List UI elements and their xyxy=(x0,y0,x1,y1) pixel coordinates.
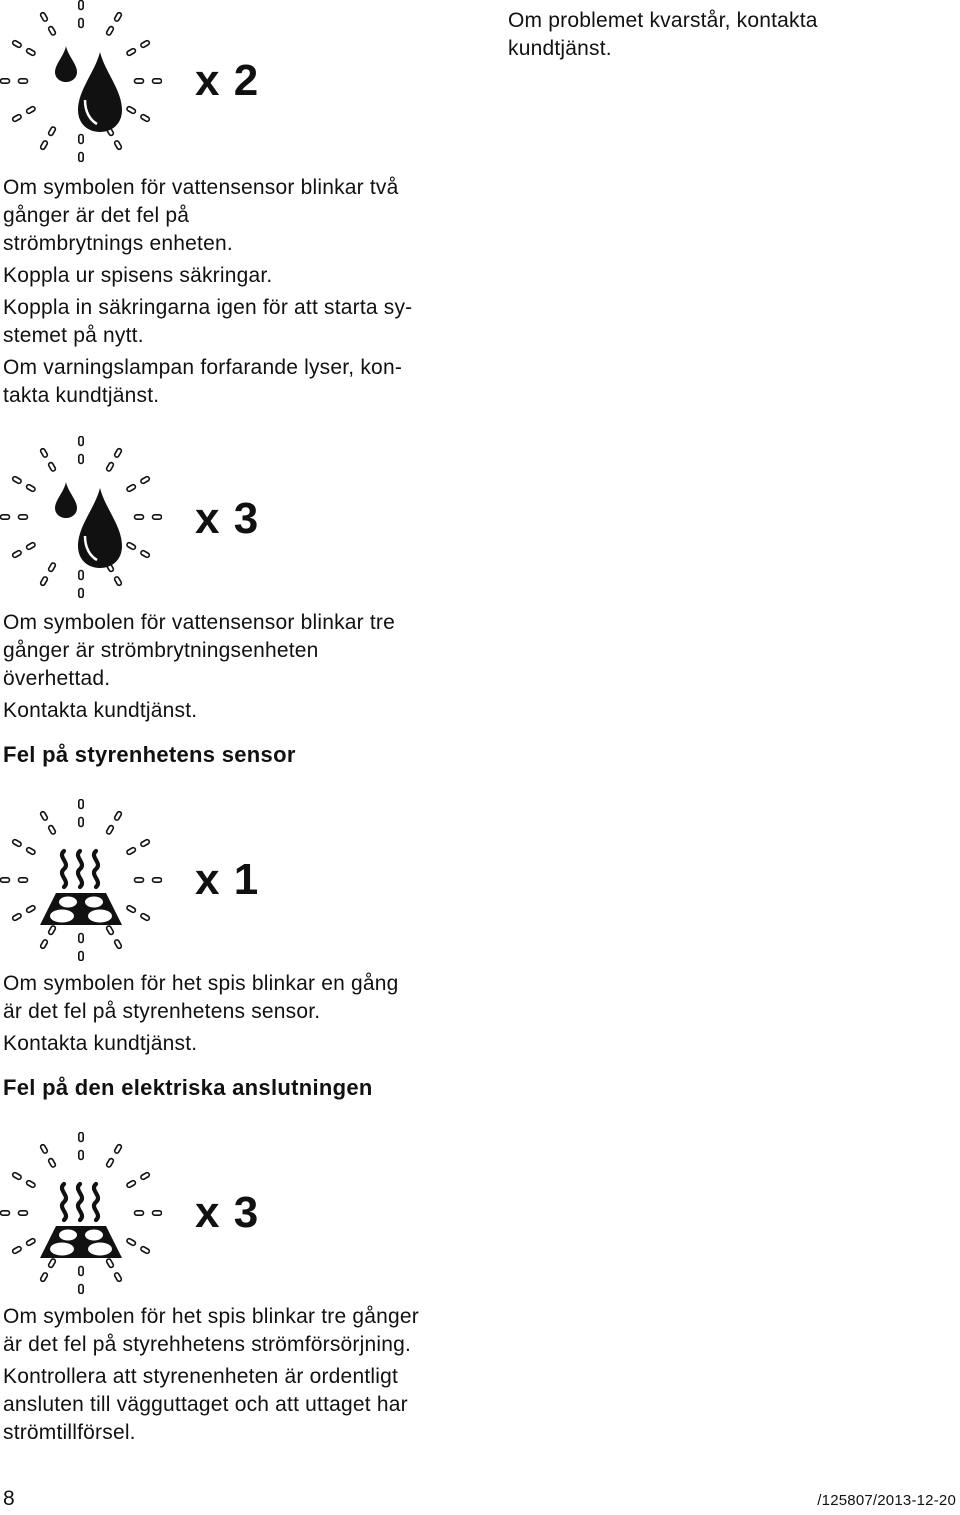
ray-dash xyxy=(12,550,22,558)
text-line: strömtillförsel. xyxy=(3,1421,136,1444)
text-line: Om symbolen för vattensensor blinkar två xyxy=(3,176,399,199)
ray-dash xyxy=(79,1267,83,1276)
text-line: Om varningslampan forfarande lyser, kon- xyxy=(3,356,403,379)
ray-dash xyxy=(126,48,136,56)
ray-dash xyxy=(1,515,10,519)
text-line: strömbrytnings enheten. xyxy=(3,232,233,255)
text-line: Kontakta kundtjänst. xyxy=(3,699,198,722)
text-line: stemet på nytt. xyxy=(3,324,144,347)
ray-dash xyxy=(12,476,22,484)
ray-dash xyxy=(114,1144,122,1154)
ray-dash xyxy=(114,811,122,821)
ray-dash xyxy=(26,1180,36,1188)
water-drop-blinking-icon xyxy=(0,436,162,598)
ray-dash xyxy=(40,448,48,458)
ray-dash xyxy=(12,1246,22,1254)
text-line: Om symbolen för vattensensor blinkar tre xyxy=(3,611,395,634)
paragraph xyxy=(3,970,473,1026)
blink-count: x 3 xyxy=(195,1188,260,1237)
ray-dash xyxy=(140,550,150,558)
paragraph xyxy=(3,294,473,350)
ray-dash xyxy=(79,1151,83,1160)
ray-dash xyxy=(140,839,150,847)
hot-hob-blinking-icon xyxy=(0,799,162,961)
document-reference: /125807/2013-12-20 xyxy=(817,1492,956,1509)
text-line: Koppla in säkringarna igen för att starta sy- xyxy=(3,296,413,319)
ray-dash xyxy=(126,484,136,492)
ray-dash xyxy=(48,26,56,36)
ray-dash xyxy=(126,1238,136,1246)
ray-dash xyxy=(114,448,122,458)
text-line: är det fel på styrenhetens sensor. xyxy=(3,1000,321,1023)
note-line: Om problemet kvarstår, kontakta xyxy=(508,9,818,32)
ray-dash xyxy=(79,934,83,943)
ray-dash xyxy=(126,106,136,114)
hob-heat-icon xyxy=(40,1184,122,1258)
ray-dash xyxy=(40,1272,48,1282)
paragraph xyxy=(3,697,473,725)
paragraph xyxy=(3,354,473,410)
section-heading: Fel på styrenhetens sensor xyxy=(3,742,296,767)
section2-text xyxy=(3,605,473,725)
note-line: kundtjänst. xyxy=(508,37,612,60)
ray-dash xyxy=(153,878,162,882)
ray-dash xyxy=(79,19,83,28)
text-line: Kontrollera att styrenenheten är ordentligt xyxy=(3,1365,398,1388)
ray-dash xyxy=(126,542,136,550)
ray-dash xyxy=(79,589,83,598)
ray-dash xyxy=(1,878,10,882)
section3-text xyxy=(3,966,473,1058)
ray-dash xyxy=(12,913,22,921)
paragraph xyxy=(3,1303,473,1359)
paragraph xyxy=(3,174,473,258)
text-line: takta kundtjänst. xyxy=(3,384,160,407)
ray-dash xyxy=(26,48,36,56)
ray-dash xyxy=(153,79,162,83)
ray-dash xyxy=(79,455,83,464)
page-number: 8 xyxy=(3,1487,15,1510)
ray-dash xyxy=(79,800,83,809)
ray-dash xyxy=(114,12,122,22)
ray-dash xyxy=(153,515,162,519)
ray-dash xyxy=(1,1211,10,1215)
ray-dash xyxy=(48,562,56,572)
ray-dash xyxy=(48,825,56,835)
ray-dash xyxy=(135,1211,144,1215)
text-line: ansluten till vägguttaget och att uttaget har xyxy=(3,1393,408,1416)
ray-dash xyxy=(26,1238,36,1246)
blink-rays xyxy=(1,1,162,162)
paragraph xyxy=(3,1030,473,1058)
paragraph xyxy=(3,1363,473,1447)
ray-dash xyxy=(48,1258,56,1268)
paragraph xyxy=(3,262,473,290)
blink-rays xyxy=(1,437,162,598)
ray-dash xyxy=(26,106,36,114)
ray-dash xyxy=(114,939,122,949)
water-drop-blinking-icon xyxy=(0,0,162,162)
ray-dash xyxy=(153,1211,162,1215)
ray-dash xyxy=(12,1172,22,1180)
text-line: gånger är strömbrytningsenheten xyxy=(3,639,319,662)
top-right-note xyxy=(508,7,948,63)
section4-text xyxy=(3,1299,473,1447)
ray-dash xyxy=(106,825,114,835)
ray-dash xyxy=(126,1180,136,1188)
ray-dash xyxy=(48,462,56,472)
section-heading: Fel på den elektriska anslutningen xyxy=(3,1075,373,1100)
ray-dash xyxy=(40,140,48,150)
blink-count: x 3 xyxy=(195,494,260,543)
ray-dash xyxy=(40,576,48,586)
ray-dash xyxy=(106,1258,114,1268)
ray-dash xyxy=(140,1246,150,1254)
ray-dash xyxy=(106,462,114,472)
ray-dash xyxy=(40,939,48,949)
ray-dash xyxy=(140,476,150,484)
ray-dash xyxy=(26,542,36,550)
hot-hob-blinking-icon xyxy=(0,1132,162,1294)
ray-dash xyxy=(126,905,136,913)
ray-dash xyxy=(1,79,10,83)
ray-dash xyxy=(19,515,28,519)
ray-dash xyxy=(126,847,136,855)
ray-dash xyxy=(135,79,144,83)
text-line: Om symbolen för het spis blinkar tre gånger xyxy=(3,1305,419,1328)
ray-dash xyxy=(26,847,36,855)
ray-dash xyxy=(135,878,144,882)
ray-dash xyxy=(79,153,83,162)
ray-dash xyxy=(135,515,144,519)
water-drop-icon xyxy=(55,46,122,132)
water-drop-icon xyxy=(55,482,122,568)
ray-dash xyxy=(106,26,114,36)
ray-dash xyxy=(140,913,150,921)
text-line: Koppla ur spisens säkringar. xyxy=(3,264,273,287)
ray-dash xyxy=(48,1158,56,1168)
ray-dash xyxy=(48,126,56,136)
ray-dash xyxy=(79,1,83,10)
ray-dash xyxy=(114,1272,122,1282)
text-line: är det fel på styrehhetens strömförsörjning. xyxy=(3,1333,411,1356)
ray-dash xyxy=(19,79,28,83)
text-line: gånger är det fel på xyxy=(3,204,190,227)
ray-dash xyxy=(26,905,36,913)
ray-dash xyxy=(48,925,56,935)
ray-dash xyxy=(114,140,122,150)
ray-dash xyxy=(140,1172,150,1180)
ray-dash xyxy=(19,878,28,882)
ray-dash xyxy=(79,952,83,961)
ray-dash xyxy=(40,1144,48,1154)
ray-dash xyxy=(40,811,48,821)
ray-dash xyxy=(40,12,48,22)
ray-dash xyxy=(79,1133,83,1142)
ray-dash xyxy=(12,839,22,847)
section1-text xyxy=(3,170,473,410)
hob-heat-icon xyxy=(40,851,122,925)
paragraph xyxy=(3,609,473,693)
ray-dash xyxy=(79,437,83,446)
text-line: Kontakta kundtjänst. xyxy=(3,1032,198,1055)
ray-dash xyxy=(79,818,83,827)
ray-dash xyxy=(12,40,22,48)
ray-dash xyxy=(106,1158,114,1168)
blink-count: x 2 xyxy=(195,56,260,105)
blink-count: x 1 xyxy=(195,855,260,904)
ray-dash xyxy=(79,1285,83,1294)
ray-dash xyxy=(26,484,36,492)
text-line: Om symbolen för het spis blinkar en gång xyxy=(3,972,399,995)
ray-dash xyxy=(19,1211,28,1215)
ray-dash xyxy=(140,114,150,122)
text-line: överhettad. xyxy=(3,667,111,690)
ray-dash xyxy=(79,135,83,144)
ray-dash xyxy=(114,576,122,586)
ray-dash xyxy=(106,925,114,935)
ray-dash xyxy=(12,114,22,122)
ray-dash xyxy=(79,571,83,580)
ray-dash xyxy=(140,40,150,48)
